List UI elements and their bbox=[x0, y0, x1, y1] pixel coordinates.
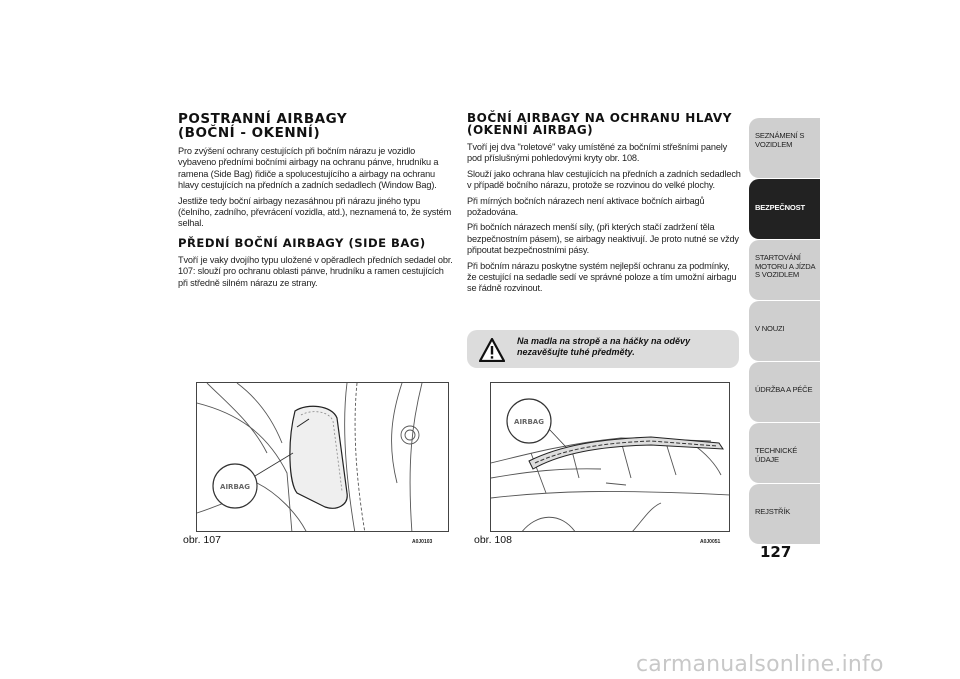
left-column bbox=[178, 112, 454, 289]
figure-108-caption: obr. 108 bbox=[474, 534, 512, 546]
window-bag-paragraph-5: Při bočním nárazu poskytne systém nejlepší ochranu za podmínky, že cestující na sedadle sedí ve správné poloze a tím umožní airbagu se řádně rozvinout. bbox=[467, 260, 737, 294]
window-bag-paragraph-4: Při bočních nárazech menší síly, (při kterých stačí zadržení těla bezpečnostním pásem), se airbagy neaktivují. Je proto nutné se vždy připoutat bezpečnostními pásy. bbox=[467, 222, 739, 256]
warning-text: Na madla na stropě a na háčky na oděvy nezavěšujte tuhé předměty. bbox=[517, 336, 691, 357]
figure-107-caption: obr. 107 bbox=[183, 534, 221, 546]
subheading-side-bag: PŘEDNÍ BOČNÍ AIRBAGY (SIDE BAG) bbox=[178, 235, 426, 250]
figure-107-airbag-label: AIRBAG bbox=[220, 483, 250, 491]
warning-box bbox=[467, 330, 739, 368]
intro-paragraph: Pro zvýšení ochrany cestujících při bočním nárazu je vozidlo vybaveno předními bočními airbagy na ochranu pánve, hrudníku a ramena (Side Bag) řidiče a spolucestujícího a airbagy na ochranu hlavy cestujících na předních a zadních sedadlech (Window Bag). bbox=[178, 146, 439, 191]
window-airbag-illustration bbox=[491, 383, 730, 532]
figure-107-code: A0J0103 bbox=[412, 539, 433, 545]
right-column bbox=[467, 112, 741, 295]
watermark: carmanualsonline.info bbox=[636, 652, 884, 677]
nav-tab-rejstrik[interactable]: REJSTŘÍK bbox=[749, 484, 820, 544]
page-number: 127 bbox=[760, 543, 792, 561]
figure-107 bbox=[196, 382, 449, 532]
side-bag-paragraph: Tvoří je vaky dvojího typu uložené v opěradlech předních sedadel obr. 107: slouží pro ochranu oblasti pánve, hrudníku a ramen cestujících při středně silném nárazu ze strany. bbox=[178, 254, 453, 288]
section-heading-side-airbags: POSTRANNÍ AIRBAGY (BOČNÍ - OKENNÍ) bbox=[178, 111, 348, 141]
warning-triangle-icon bbox=[479, 338, 505, 362]
window-bag-paragraph-2: Slouží jako ochrana hlav cestujících na předních a zadních sedadlech v případě bočního nárazu, protože se rozvinou do velké plochy. bbox=[467, 168, 741, 191]
window-bag-paragraph-3: Při mírných bočních nárazech není aktivace bočních airbagů požadována. bbox=[467, 195, 705, 218]
nav-tab-v-nouzi[interactable]: V NOUZI bbox=[749, 301, 820, 361]
nav-tab-bezpecnost[interactable]: BEZPEČNOST bbox=[749, 179, 820, 239]
figure-108 bbox=[490, 382, 730, 532]
section-heading-window-bag: BOČNÍ AIRBAGY NA OCHRANU HLAVY (OKENNÍ AIRBAG) bbox=[467, 111, 732, 137]
nav-tab-technicke[interactable]: TECHNICKÉ ÚDAJE bbox=[749, 423, 820, 483]
nav-tab-startovani[interactable]: STARTOVÁNÍ MOTORU A JÍZDA S VOZIDLEM bbox=[749, 240, 820, 300]
nav-tab-seznameni[interactable]: SEZNÁMENÍ S VOZIDLEM bbox=[749, 118, 820, 178]
window-bag-paragraph-1: Tvoří jej dva "roletové" vaky umístěné za bočními střešními panely pod příslušnými pohledovými kryty obr. 108. bbox=[467, 142, 728, 164]
chapter-nav bbox=[749, 118, 820, 545]
second-paragraph: Jestliže tedy boční airbagy nezasáhnou při nárazu jiného typu (čelního, zadního, převrácení vozidla, atd.), neznamená to, že systém selhal. bbox=[178, 195, 452, 229]
figure-108-airbag-label: AIRBAG bbox=[514, 418, 544, 426]
figure-108-code: A0J0051 bbox=[700, 539, 721, 545]
nav-tab-udrzba[interactable]: ÚDRŽBA A PÉČE bbox=[749, 362, 820, 422]
seat-airbag-illustration bbox=[197, 383, 449, 532]
